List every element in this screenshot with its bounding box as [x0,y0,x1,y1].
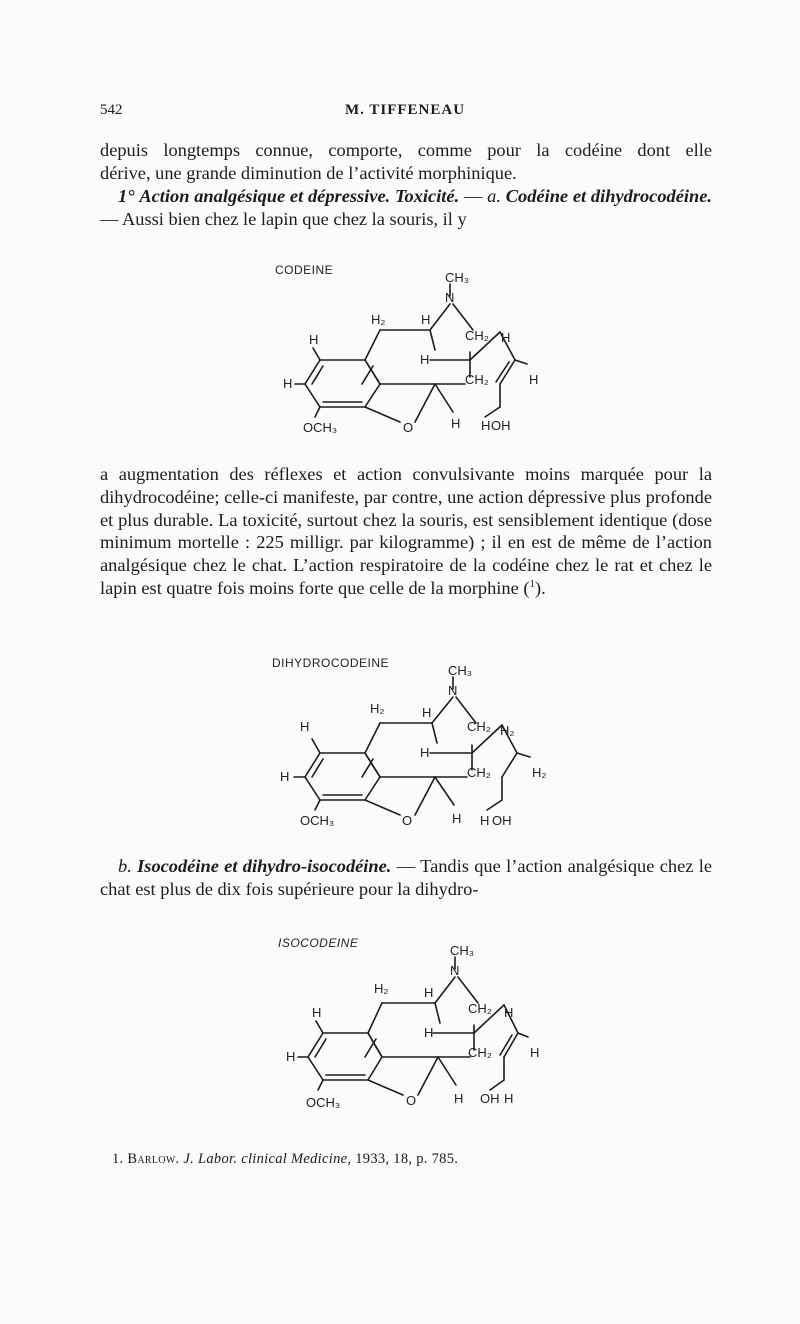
dash: — [463,186,483,206]
codeine-structure [275,252,555,438]
atom-label: H [501,330,511,345]
atom-label: H [481,418,491,433]
atom-label: H [454,1091,464,1106]
atom-label: OCH₃ [306,1095,341,1110]
atom-label: CH₂ [468,1001,492,1016]
paragraph-intro [100,139,712,185]
atom-label: O [402,813,413,828]
atom-label: CH₂ [465,328,489,343]
page-number: 542 [100,102,123,118]
subsection-heading: Codéine et dihydrocodéine. [505,186,712,206]
paragraph-text: — Tandis que l’action analgésique chez le chat est plus de dix fois supérieure pour la dihydro- [100,856,712,899]
atom-label: N [445,290,455,305]
running-head [100,102,710,126]
paragraph-section-1 [100,185,712,231]
atom-label: CH₂ [467,719,491,734]
atom-label: H [312,1005,322,1020]
subsection-letter: b. [118,856,132,876]
atom-label: O [406,1093,417,1108]
atom-label: H₂ [500,723,515,738]
text-line: depuis longtemps connue, comporte, comme pour la codéine dont elle [100,140,712,160]
paragraph-isocodeine [100,855,712,901]
paragraph-text: a augmentation des réflexes et action convulsivante moins marquée pour la dihydrocodéine; celle-ci manifeste, par contre, une action dépressive plus profonde et plus durable. La toxicité, surtout chez la souris, est sensiblement identique (dose minimum mortelle : 225 milligr. par kilogramme) ; il en est de même de l’action analgésique chez le chat. L’action respiratoire de la codéine chez le rat et chez le lapin est quatre fois moins forte que celle de la morphine ( [100,464,712,598]
structure-caption: ISOCODEINE [278,936,359,950]
atom-label: H [504,1091,514,1106]
atom-label: OH [480,1091,500,1106]
atom-label: H [504,1005,514,1020]
atom-label: H [421,312,431,327]
atom-label: CH₂ [468,1045,492,1060]
atom-label: H [480,813,490,828]
atom-label: OCH₃ [300,813,335,828]
atom-label: H [424,1025,434,1040]
atom-label: H [420,745,430,760]
footnote-journal: J. Labor. clinical Medicine, [183,1151,352,1167]
footnote-ref[interactable]: 1 [529,577,535,590]
atom-label: H [530,1045,540,1060]
atom-label: OCH₃ [303,420,338,435]
atom-label: H [452,811,462,826]
running-title: M. TIFFENEAU [344,102,466,118]
section-heading: Action analgésique et dépressive. Toxicité. [139,186,460,206]
atom-label: CH₂ [467,765,491,780]
atom-label: H [420,352,430,367]
atom-label: H₂ [371,312,386,327]
atom-label: OH [491,418,511,433]
atom-label: H [309,332,319,347]
paragraph-end: ). [535,577,546,598]
footnote-author: Barlow. [127,1151,180,1167]
atom-label: H [422,705,432,720]
structure-caption: CODEINE [275,263,334,277]
footnote-number: 1. [112,1151,124,1167]
paragraph-toxicity [100,463,712,600]
structure-caption: DIHYDROCODEINE [272,656,390,670]
atom-label: H₂ [532,765,547,780]
structure-bonds [298,957,528,1095]
atom-label: H₂ [374,981,389,996]
atom-label: O [403,420,414,435]
atom-label: CH₃ [450,943,475,958]
atom-label: N [450,963,460,978]
atom-label: H [424,985,434,1000]
footnote [112,1151,458,1168]
atom-label: OH [492,813,512,828]
atom-label: H₂ [370,701,385,716]
atom-label: CH₃ [445,270,470,285]
dihydrocodeine-structure [272,645,562,831]
text-line: dérive, une grande diminution de l’activité morphinique. [100,162,517,183]
section-number: 1° [118,186,135,206]
atom-label: H [280,769,290,784]
atom-label: H [300,719,310,734]
footnote-citation: 1933, 18, p. 785. [355,1151,459,1167]
subsection-heading: Isocodéine et dihydro-isocodéine. [137,856,392,876]
atom-label: H [286,1049,296,1064]
atom-label: H [529,372,539,387]
paragraph-text: — Aussi bien chez le lapin que chez la souris, il y [100,208,467,229]
atom-label: CH₃ [448,663,473,678]
structure-bonds [294,677,530,815]
subsection-letter: a. [487,186,501,206]
isocodeine-structure [278,925,558,1115]
atom-label: CH₂ [465,372,489,387]
atom-label: N [448,683,458,698]
structure-bonds [295,284,527,422]
atom-label: H [451,416,461,431]
atom-label: H [283,376,293,391]
